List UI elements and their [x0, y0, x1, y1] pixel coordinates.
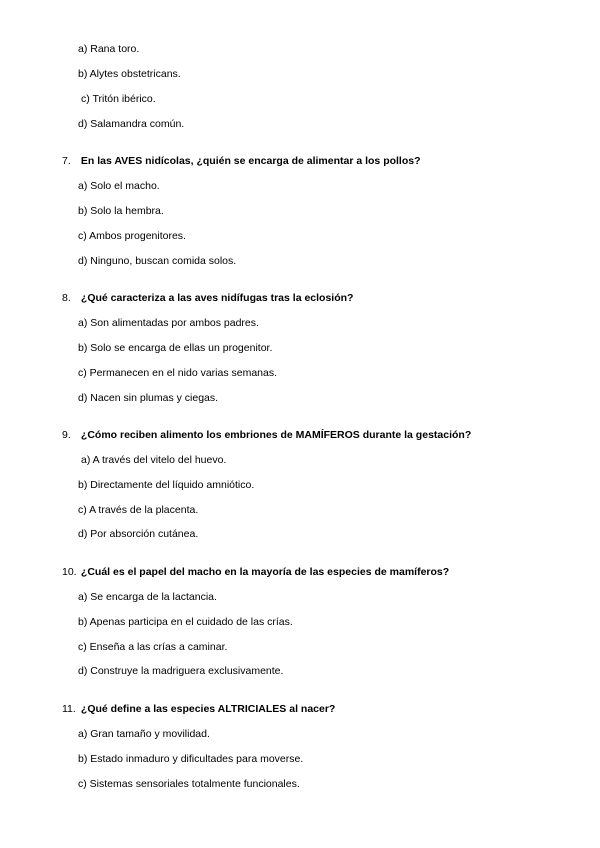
question-text: En las AVES nidícolas, ¿quién se encarga de alimentar a los pollos?: [80, 155, 421, 167]
question-7-option-d: d) Ninguno, buscan comida solos.: [78, 255, 237, 267]
question-11: [62, 702, 335, 716]
question-10-option-b: b) Apenas participa en el cuidado de las crías.: [78, 616, 293, 628]
question-10-option-c: c) Enseña a las crías a caminar.: [78, 641, 228, 653]
question-number: 8.: [62, 292, 71, 304]
question-9-option-b: b) Directamente del líquido amniótico.: [78, 479, 255, 491]
question-11-option-b: b) Estado inmaduro y dificultades para moverse.: [78, 753, 304, 765]
prev-question-option-a: a) Rana toro.: [78, 43, 140, 55]
prev-question-option-b: b) Alytes obstetricans.: [78, 68, 181, 80]
question-8: [62, 291, 353, 305]
question-8-option-d: d) Nacen sin plumas y ciegas.: [78, 392, 219, 404]
question-text: ¿Cómo reciben alimento los embriones de MAMÍFEROS durante la gestación?: [80, 429, 472, 441]
question-7-option-b: b) Solo la hembra.: [78, 205, 164, 217]
question-8-option-a: a) Son alimentadas por ambos padres.: [78, 317, 259, 329]
question-text: ¿Qué define a las especies ALTRICIALES al nacer?: [80, 703, 336, 715]
question-number: 10.: [62, 566, 77, 578]
question-7-option-a: a) Solo el macho.: [78, 180, 160, 192]
question-7-option-c: c) Ambos progenitores.: [78, 230, 186, 242]
question-7: [62, 154, 421, 168]
question-9-option-a: a) A través del vitelo del huevo.: [81, 454, 227, 466]
question-number: 11.: [62, 703, 76, 715]
question-9-option-c: c) A través de la placenta.: [78, 504, 199, 516]
prev-question-option-c: c) Tritón ibérico.: [81, 93, 156, 105]
question-11-option-a: a) Gran tamaño y movilidad.: [78, 728, 210, 740]
question-text: ¿Cuál es el papel del macho en la mayoría de las especies de mamíferos?: [80, 566, 450, 578]
question-number: 9.: [62, 429, 71, 441]
question-10-option-a: a) Se encarga de la lactancia.: [78, 591, 217, 603]
question-10-option-d: d) Construye la madriguera exclusivamente.: [78, 665, 284, 677]
question-11-option-c: c) Sistemas sensoriales totalmente funcionales.: [78, 778, 300, 790]
question-9: [62, 428, 471, 442]
question-9-option-d: d) Por absorción cutánea.: [78, 528, 199, 540]
question-number: 7.: [62, 155, 71, 167]
question-10: [62, 565, 449, 579]
question-8-option-c: c) Permanecen en el nido varias semanas.: [78, 367, 278, 379]
prev-question-option-d: d) Salamandra común.: [78, 118, 185, 130]
question-8-option-b: b) Solo se encarga de ellas un progenitor.: [78, 342, 273, 354]
question-text: ¿Qué caracteriza a las aves nidífugas tras la eclosión?: [80, 292, 354, 304]
